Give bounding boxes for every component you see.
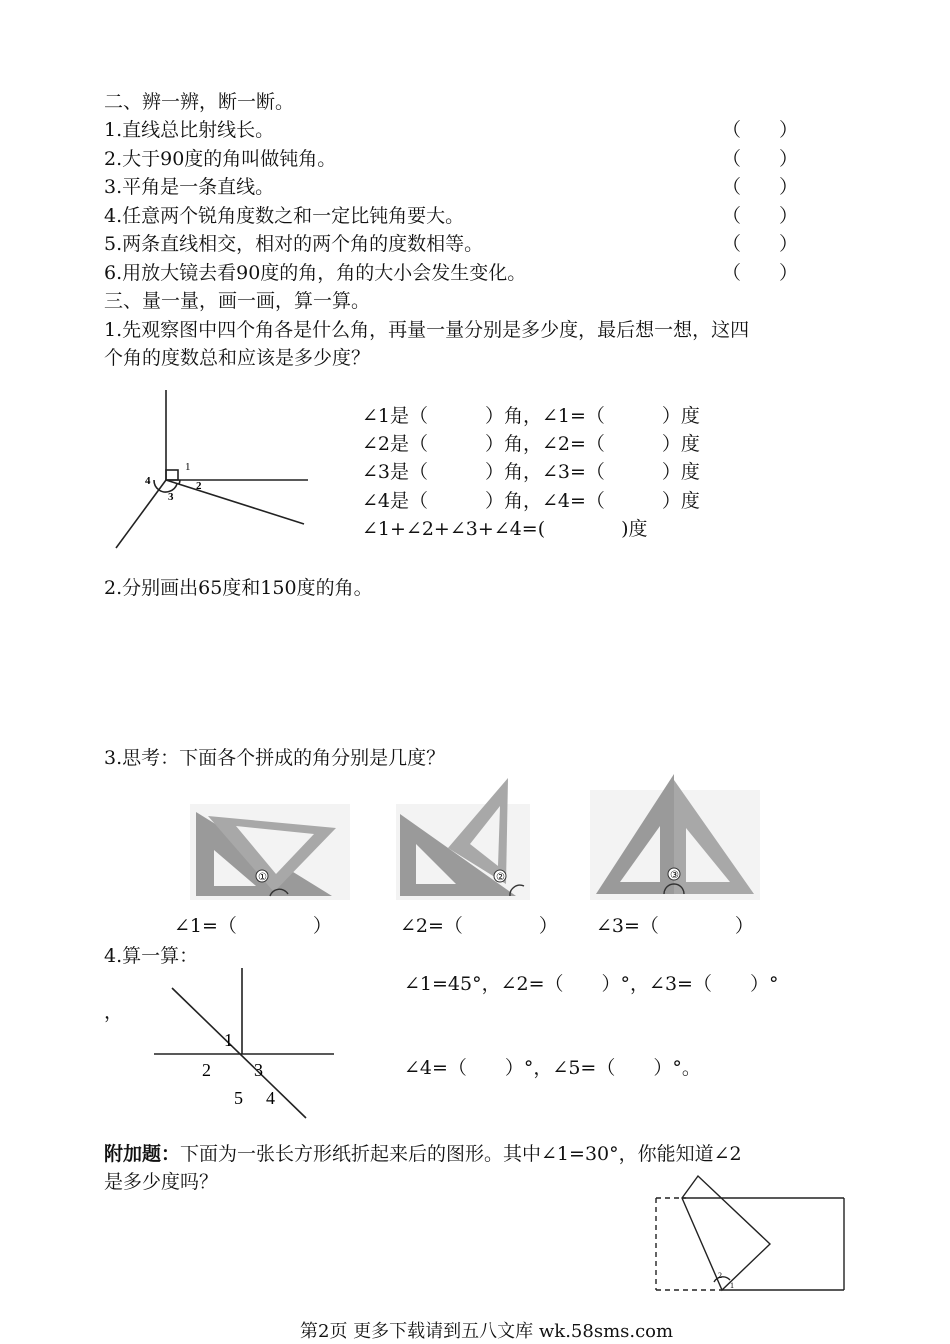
q4-label-4: 4 bbox=[266, 1088, 275, 1108]
q1-blank-4[interactable]: ∠4是（ ）角，∠4=（ ）度 bbox=[362, 490, 700, 512]
q4-label-5: 5 bbox=[234, 1088, 243, 1108]
q1-label-1: 1 bbox=[185, 461, 191, 473]
q1-label-3: 3 bbox=[168, 491, 174, 503]
q1-blank-3[interactable]: ∠3是（ ）角，∠3=（ ）度 bbox=[362, 461, 700, 483]
bonus-label-2: 2 bbox=[718, 1271, 722, 1280]
q4-line1[interactable]: ∠1=45°，∠2=（ ）°，∠3=（ ）° bbox=[404, 973, 779, 995]
judge-item-1: 1.直线总比射线长。 bbox=[104, 119, 275, 141]
bonus-label: 附加题： bbox=[104, 1143, 181, 1165]
bonus-folded-paper-figure bbox=[652, 1172, 848, 1294]
q3-mark-1: ① bbox=[258, 872, 267, 883]
judge-answer-6[interactable]: （ ） bbox=[722, 262, 799, 284]
q3-answer-2[interactable]: ∠2=（ ） bbox=[400, 915, 558, 937]
judge-item-2: 2.大于90度的角叫做钝角。 bbox=[104, 148, 337, 170]
q1-text-line1: 1.先观察图中四个角各是什么角，再量一量分别是多少度，最后想一想，这四 bbox=[104, 319, 750, 341]
q4-trailing-comma: ， bbox=[104, 1001, 124, 1023]
judge-item-3: 3.平角是一条直线。 bbox=[104, 176, 275, 198]
judge-item-4: 4.任意两个锐角度数之和一定比钝角要大。 bbox=[104, 205, 465, 227]
page-footer: 第2页 更多下载请到五八文库 wk.58sms.com bbox=[300, 1321, 674, 1342]
judge-item-6: 6.用放大镜去看90度的角，角的大小会发生变化。 bbox=[104, 262, 527, 284]
section2-title: 二、辨一辨，断一断。 bbox=[104, 91, 295, 113]
q3-text: 3.思考：下面各个拼成的角分别是几度？ bbox=[104, 747, 446, 769]
bonus-text2: 是多少度吗？ bbox=[104, 1171, 219, 1193]
q3-set-square-2 bbox=[396, 774, 530, 900]
section3-title: 三、量一量，画一画，算一算。 bbox=[104, 290, 371, 312]
q4-label-1: 1 bbox=[224, 1030, 233, 1050]
q4-label-2: 2 bbox=[202, 1060, 211, 1080]
q4-intersecting-lines-figure bbox=[150, 966, 340, 1120]
q3-set-square-1 bbox=[190, 804, 350, 900]
q4-title: 4.算一算： bbox=[104, 945, 199, 967]
q1-label-4: 4 bbox=[145, 475, 151, 487]
q1-label-2: 2 bbox=[196, 480, 202, 492]
q2-text: 2.分别画出65度和150度的角。 bbox=[104, 577, 373, 599]
q1-blank-1[interactable]: ∠1是（ ）角，∠1=（ ）度 bbox=[362, 405, 700, 427]
q3-mark-3: ③ bbox=[670, 870, 679, 881]
judge-answer-1[interactable]: （ ） bbox=[722, 119, 799, 141]
judge-item-5: 5.两条直线相交，相对的两个角的度数相等。 bbox=[104, 233, 484, 255]
q3-answer-3[interactable]: ∠3=（ ） bbox=[596, 915, 754, 937]
q3-mark-2: ② bbox=[496, 872, 505, 883]
judge-answer-3[interactable]: （ ） bbox=[722, 176, 799, 198]
q1-text-line2: 个角的度数总和应该是多少度？ bbox=[104, 347, 371, 369]
bonus-text1: 下面为一张长方形纸折起来后的图形。其中∠1=30°，你能知道∠2 bbox=[180, 1143, 742, 1165]
q1-angle-figure bbox=[108, 388, 318, 554]
q3-answer-1[interactable]: ∠1=（ ） bbox=[174, 915, 332, 937]
judge-answer-5[interactable]: （ ） bbox=[722, 233, 799, 255]
judge-answer-4[interactable]: （ ） bbox=[722, 205, 799, 227]
q1-blank-2[interactable]: ∠2是（ ）角，∠2=（ ）度 bbox=[362, 433, 700, 455]
q4-label-3: 3 bbox=[254, 1060, 263, 1080]
q1-blank-sum[interactable]: ∠1+∠2+∠3+∠4=( )度 bbox=[362, 518, 648, 540]
q4-line2[interactable]: ∠4=（ ）°，∠5=（ ）°。 bbox=[404, 1057, 701, 1079]
bonus-line1 bbox=[104, 1142, 742, 1166]
bonus-label-1: 1 bbox=[730, 1281, 734, 1290]
q3-set-square-3 bbox=[590, 770, 760, 900]
judge-answer-2[interactable]: （ ） bbox=[722, 148, 799, 170]
